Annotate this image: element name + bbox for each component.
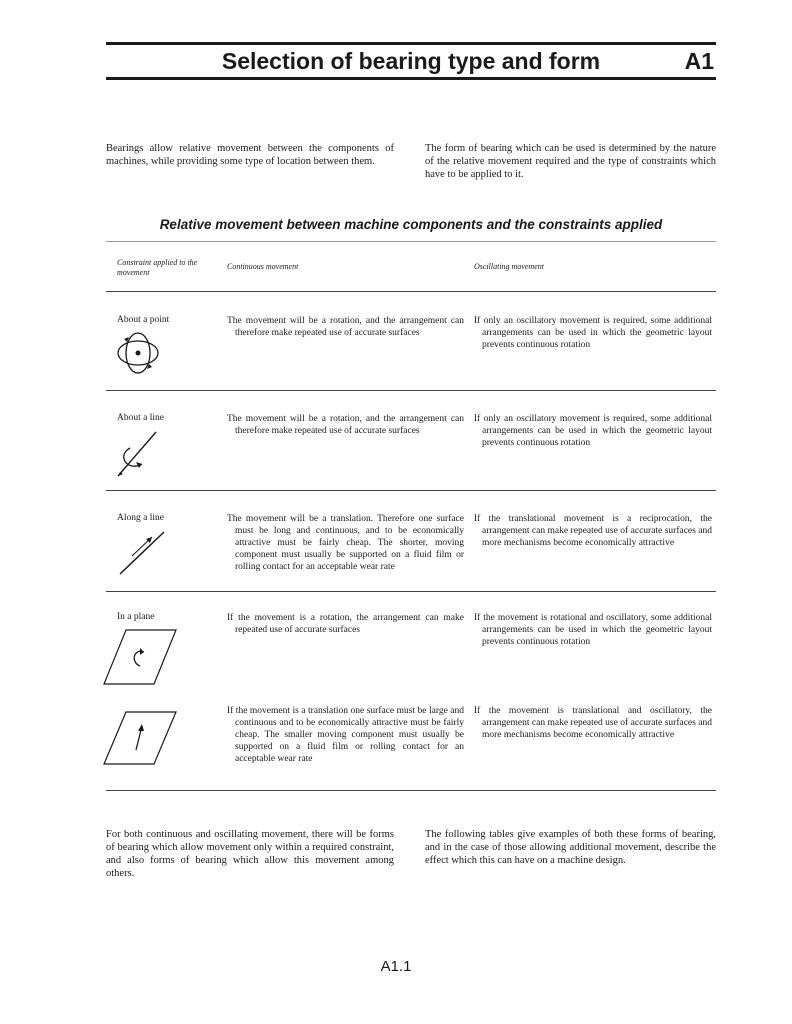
row-along-line-continuous: The movement will be a translation. Therefore one surface must be long and continuous, and to be economically attractive must be fairly cheap. The shorter, moving component must usually be supported on a fluid film or rolling contact for an acceptable wear rate xyxy=(227,514,464,572)
page-title: Selection of bearing type and form xyxy=(221,48,601,74)
row-label-along-line: Along a line xyxy=(117,513,164,523)
table-title: Relative movement between machine components and the constraints applied xyxy=(159,217,663,232)
header-constraint: Constraint applied to the movement xyxy=(117,258,198,277)
plane-rotation-icon xyxy=(100,626,180,688)
line-translation-icon xyxy=(112,526,170,578)
row-about-line-continuous: The movement will be a rotation, and the arrangement can therefore make repeated use of accurate surfaces xyxy=(227,414,464,436)
axis-rotation-icon xyxy=(112,426,164,480)
row-about-point-oscillating: If only an oscillatory movement is required, some additional arrangements can be used in which the geometric layout prevents continuous rotation xyxy=(474,316,712,350)
row-divider-2 xyxy=(106,490,716,491)
footer-right-paragraph: The following tables give examples of both these forms of bearing, and in the case of those allowing additional movement, describe the effect which this can have on a machine design. xyxy=(425,829,716,866)
sphere-rotation-icon xyxy=(108,328,168,378)
row-in-plane-rotation-continuous: If the movement is a rotation, the arrangement can make repeated use of accurate surfaces xyxy=(227,613,464,635)
footer-left-paragraph: For both continuous and oscillating movement, there will be forms of bearing which allow movement only within a required constraint, and also forms of bearing which allow this movement among others. xyxy=(106,829,394,879)
row-in-plane-rotation-oscillating: If the movement is rotational and oscillatory, some additional arrangements can be used in which the geometric layout prevents continuous rotation xyxy=(474,613,712,647)
row-divider-1 xyxy=(106,390,716,391)
intro-right-paragraph: The form of bearing which can be used is determined by the nature of the relative movement required and the type of constraints which have to be applied to it. xyxy=(425,143,716,180)
table-bottom-rule xyxy=(106,790,716,791)
page-number: A1.1 xyxy=(380,958,412,975)
header-bottom-rule xyxy=(106,77,716,80)
header-oscillating: Oscillating movement xyxy=(474,262,544,271)
row-label-in-plane: In a plane xyxy=(117,612,155,622)
header-rule xyxy=(106,291,716,292)
header-continuous: Continuous movement xyxy=(227,262,299,271)
row-divider-3 xyxy=(106,591,716,592)
row-label-about-line: About a line xyxy=(117,413,164,423)
row-in-plane-translation-continuous: If the movement is a translation one surface must be large and continuous and to be economically attractive must be fairly cheap. The smaller moving component must usually be supported on a fluid film or rolling contact for an acceptable wear rate xyxy=(227,706,464,764)
row-label-about-point: About a point xyxy=(117,315,170,325)
intro-left-paragraph: Bearings allow relative movement between the components of machines, while providing some type of location between them. xyxy=(106,143,394,167)
row-about-point-continuous: The movement will be a rotation, and the arrangement can therefore make repeated use of accurate surfaces xyxy=(227,316,464,338)
table-top-rule xyxy=(106,241,716,242)
row-along-line-oscillating: If the translational movement is a reciprocation, the arrangement can make repeated use of accurate surfaces and more mechanisms become economically attractive xyxy=(474,514,712,548)
plane-translation-icon xyxy=(100,708,180,768)
row-about-line-oscillating: If only an oscillatory movement is required, some additional arrangements can be used in which the geometric layout prevents continuous rotation xyxy=(474,414,712,448)
row-in-plane-translation-oscillating: If the movement is translational and oscillatory, the arrangement can make repeated use of accurate surfaces and more mechanisms become economically attractive xyxy=(474,706,712,740)
section-code: A1 xyxy=(684,48,714,74)
